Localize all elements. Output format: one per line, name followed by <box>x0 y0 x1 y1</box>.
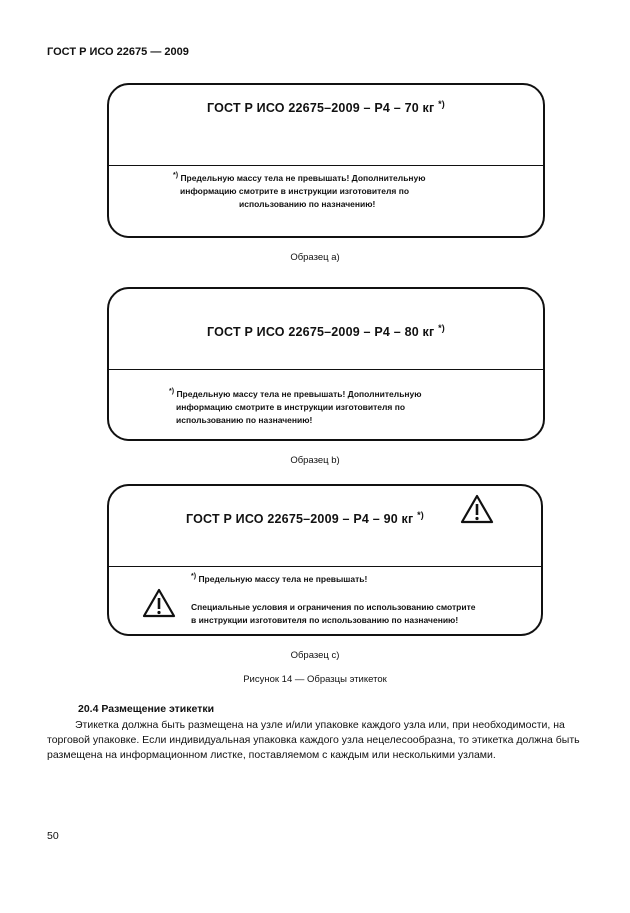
label-note-limit: *) Предельную массу тела не превышать! <box>191 573 368 584</box>
page-number: 50 <box>47 830 59 842</box>
label-note-conditions: Специальные условия и ограничения по использованию смотрите в инструкции изготовителя по использованию по назначению! <box>191 602 476 625</box>
label-title: ГОСТ Р ИСО 22675–2009 – P4 – 80 кг *) <box>206 323 445 340</box>
warning-triangle-icon <box>142 588 176 618</box>
document-header: ГОСТ Р ИСО 22675 — 2009 <box>47 46 189 58</box>
label-title: ГОСТ Р ИСО 22675–2009 – P4 – 90 кг *) <box>185 510 424 527</box>
label-sample-b <box>107 287 545 441</box>
sample-caption-b: Образец b) <box>290 455 340 466</box>
figure-caption: Рисунок 14 — Образцы этикеток <box>243 674 387 685</box>
label-note: *) Предельную массу тела не превышать! Дополнительную информацию смотрите в инструкции изготовителя по использованию по назначению! <box>169 388 422 425</box>
label-sample-a <box>107 83 545 238</box>
section-title: 20.4 Размещение этикетки <box>78 703 215 715</box>
label-sample-c <box>107 484 543 636</box>
warning-triangle-icon <box>460 494 494 524</box>
section-paragraph: Этикетка должна быть размещена на узле и/или упаковке каждого узла или, при необходимости, на торговой упаковке. Если индивидуальная упаковка каждого узла нецелесообразна, то этикетка должна быть размещена на информационном листке, поставляемом с каждым или несколькими узлами. <box>47 719 580 761</box>
label-note: *) Предельную массу тела не превышать! Дополнительную информацию смотрите в инструкции изготовителя по использованию по назначению! <box>173 172 426 209</box>
label-title: ГОСТ Р ИСО 22675–2009 – P4 – 70 кг *) <box>206 99 445 116</box>
sample-caption-a: Образец a) <box>290 252 340 263</box>
label-title-area <box>109 85 543 166</box>
sample-caption-c: Образец c) <box>290 650 340 661</box>
